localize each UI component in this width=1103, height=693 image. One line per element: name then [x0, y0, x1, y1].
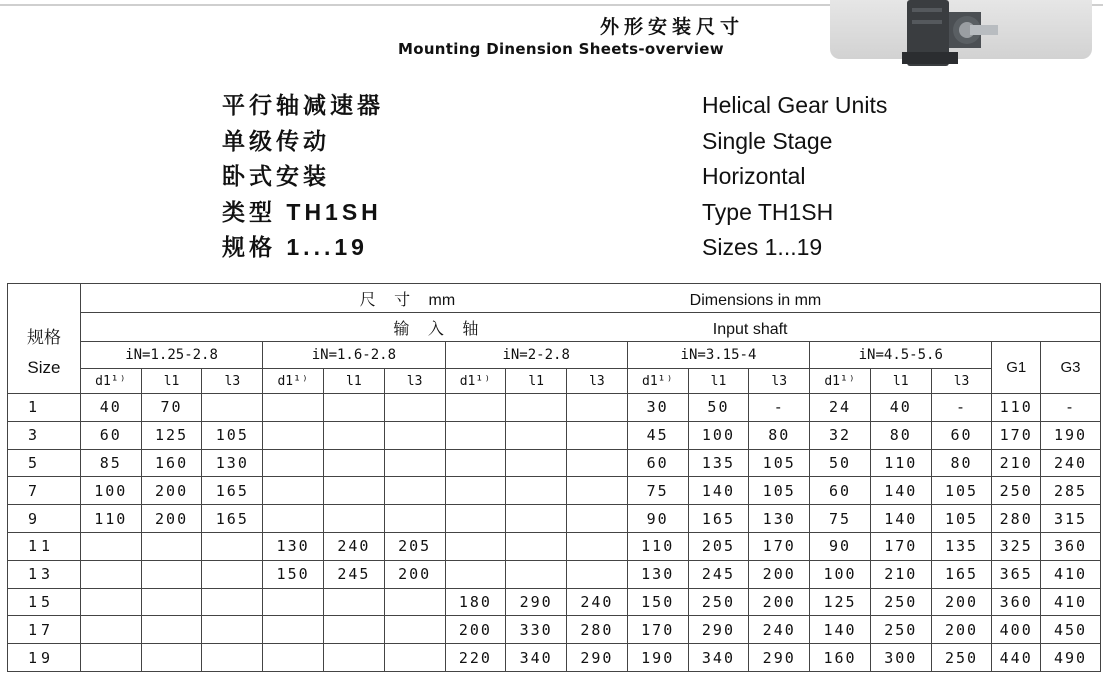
- spec-list-cn: [222, 88, 384, 266]
- table-row: [8, 449, 1101, 477]
- value-cell: [323, 505, 384, 533]
- value-cell: 410: [1041, 588, 1101, 616]
- col-header-d1: d1¹⁾: [263, 369, 324, 394]
- table-row: [8, 616, 1101, 644]
- value-cell: 45: [627, 421, 688, 449]
- col-header-l3: l3: [931, 369, 992, 394]
- col-header-l3: l3: [749, 369, 810, 394]
- value-cell: -: [749, 394, 810, 422]
- spec-line: 类型 TH1SH: [222, 198, 382, 225]
- value-cell: [80, 588, 141, 616]
- value-cell: [445, 505, 506, 533]
- value-cell: 240: [323, 532, 384, 560]
- page-title-cn: 外形安装尺寸: [600, 16, 745, 38]
- value-cell: [263, 588, 324, 616]
- col-header-l3: l3: [567, 369, 628, 394]
- spec-line: Horizontal: [702, 163, 806, 189]
- value-cell: 210: [870, 560, 931, 588]
- value-cell: [384, 394, 445, 422]
- value-cell: 200: [749, 588, 810, 616]
- value-cell: 250: [931, 644, 992, 672]
- value-cell: 80: [749, 421, 810, 449]
- value-cell: 135: [688, 449, 749, 477]
- value-cell: [384, 421, 445, 449]
- spec-line: 平行轴减速器: [222, 92, 384, 118]
- value-cell: [80, 532, 141, 560]
- value-cell: 450: [1041, 616, 1101, 644]
- value-cell: 140: [688, 477, 749, 505]
- value-cell: 140: [870, 505, 931, 533]
- value-cell: [80, 560, 141, 588]
- value-cell: [141, 532, 202, 560]
- spec-line: Single Stage: [702, 127, 833, 154]
- value-cell: 60: [627, 449, 688, 477]
- col-header-d1: d1¹⁾: [445, 369, 506, 394]
- col-header-d1: d1¹⁾: [80, 369, 141, 394]
- value-cell: [506, 449, 567, 477]
- value-cell: 250: [870, 616, 931, 644]
- value-cell: 24: [810, 394, 871, 422]
- value-cell: 290: [749, 644, 810, 672]
- value-cell: 150: [263, 560, 324, 588]
- value-cell: 130: [627, 560, 688, 588]
- value-cell: 180: [445, 588, 506, 616]
- spec-list-en: [702, 88, 887, 266]
- size-cell: 11: [8, 532, 81, 560]
- value-cell: 130: [263, 532, 324, 560]
- page-title-en: Mounting Dinension Sheets-overview: [398, 40, 724, 58]
- value-cell: 30: [627, 394, 688, 422]
- col-header-d1: d1¹⁾: [627, 369, 688, 394]
- value-cell: 105: [931, 505, 992, 533]
- value-cell: 165: [202, 477, 263, 505]
- size-cell: 5: [8, 449, 81, 477]
- value-cell: [80, 644, 141, 672]
- col-header-l1: l1: [688, 369, 749, 394]
- value-cell: [141, 616, 202, 644]
- value-cell: 135: [931, 532, 992, 560]
- value-cell: [141, 560, 202, 588]
- value-cell: [506, 560, 567, 588]
- value-cell: 170: [870, 532, 931, 560]
- value-cell: 160: [141, 449, 202, 477]
- value-cell: 40: [80, 394, 141, 422]
- value-cell: 440: [992, 644, 1041, 672]
- value-cell: [445, 477, 506, 505]
- value-cell: 32: [810, 421, 871, 449]
- value-cell: [445, 394, 506, 422]
- value-cell: [445, 560, 506, 588]
- value-cell: [263, 505, 324, 533]
- value-cell: [202, 644, 263, 672]
- value-cell: 90: [627, 505, 688, 533]
- g1-header: G1: [992, 342, 1041, 394]
- spec-line: 单级传动: [222, 127, 330, 154]
- value-cell: 400: [992, 616, 1041, 644]
- value-cell: 100: [810, 560, 871, 588]
- value-cell: 125: [810, 588, 871, 616]
- value-cell: 50: [810, 449, 871, 477]
- value-cell: [202, 588, 263, 616]
- value-cell: 325: [992, 532, 1041, 560]
- value-cell: 110: [80, 505, 141, 533]
- value-cell: [384, 505, 445, 533]
- value-cell: -: [1041, 394, 1101, 422]
- value-cell: 200: [749, 560, 810, 588]
- value-cell: [384, 616, 445, 644]
- value-cell: 85: [80, 449, 141, 477]
- table-row: [8, 532, 1101, 560]
- col-header-l1: l1: [870, 369, 931, 394]
- value-cell: [263, 394, 324, 422]
- value-cell: 80: [870, 421, 931, 449]
- value-cell: [323, 616, 384, 644]
- g3-header: G3: [1041, 342, 1101, 394]
- value-cell: 70: [141, 394, 202, 422]
- input-shaft-header: 输 入 轴 Input shaft: [80, 313, 1100, 342]
- spec-line: 规格 1...19: [222, 234, 368, 260]
- product-image-panel: [830, 0, 1092, 59]
- value-cell: 360: [992, 588, 1041, 616]
- value-cell: 125: [141, 421, 202, 449]
- size-cell: 15: [8, 588, 81, 616]
- value-cell: 190: [1041, 421, 1101, 449]
- table-body: [8, 394, 1101, 672]
- value-cell: 40: [870, 394, 931, 422]
- value-cell: [506, 477, 567, 505]
- value-cell: -: [931, 394, 992, 422]
- value-cell: 300: [870, 644, 931, 672]
- value-cell: [445, 532, 506, 560]
- size-cell: 3: [8, 421, 81, 449]
- value-cell: [263, 421, 324, 449]
- value-cell: [141, 588, 202, 616]
- value-cell: 170: [749, 532, 810, 560]
- dimension-table: [7, 283, 1101, 672]
- col-header-d1: d1¹⁾: [810, 369, 871, 394]
- value-cell: 250: [992, 477, 1041, 505]
- value-cell: 110: [992, 394, 1041, 422]
- value-cell: [567, 505, 628, 533]
- value-cell: [384, 588, 445, 616]
- value-cell: [567, 560, 628, 588]
- value-cell: [202, 394, 263, 422]
- gear-unit-image: [892, 0, 1002, 74]
- value-cell: 80: [931, 449, 992, 477]
- value-cell: [263, 616, 324, 644]
- value-cell: [445, 421, 506, 449]
- value-cell: 170: [992, 421, 1041, 449]
- value-cell: 60: [931, 421, 992, 449]
- ratio-group-header: iN=3.15-4: [627, 342, 809, 369]
- col-header-l1: l1: [141, 369, 202, 394]
- table-row: [8, 505, 1101, 533]
- value-cell: 250: [688, 588, 749, 616]
- table-row: [8, 644, 1101, 672]
- value-cell: 100: [80, 477, 141, 505]
- spec-line: 卧式安装: [222, 163, 330, 189]
- value-cell: [202, 560, 263, 588]
- value-cell: 245: [688, 560, 749, 588]
- table-row: [8, 421, 1101, 449]
- ratio-group-header: iN=1.6-2.8: [263, 342, 445, 369]
- table-row: [8, 477, 1101, 505]
- value-cell: 130: [202, 449, 263, 477]
- value-cell: 140: [870, 477, 931, 505]
- value-cell: 165: [931, 560, 992, 588]
- spec-line: Type TH1SH: [702, 198, 834, 225]
- value-cell: 50: [688, 394, 749, 422]
- value-cell: 280: [567, 616, 628, 644]
- value-cell: [567, 449, 628, 477]
- size-cell: 9: [8, 505, 81, 533]
- col-header-l1: l1: [506, 369, 567, 394]
- value-cell: [263, 477, 324, 505]
- value-cell: 165: [688, 505, 749, 533]
- value-cell: [567, 532, 628, 560]
- col-header-l1: l1: [323, 369, 384, 394]
- value-cell: 110: [870, 449, 931, 477]
- value-cell: 290: [567, 644, 628, 672]
- value-cell: 140: [810, 616, 871, 644]
- value-cell: 130: [749, 505, 810, 533]
- size-cell: 17: [8, 616, 81, 644]
- value-cell: 340: [506, 644, 567, 672]
- value-cell: 205: [384, 532, 445, 560]
- size-cell: 7: [8, 477, 81, 505]
- value-cell: [323, 644, 384, 672]
- value-cell: 290: [688, 616, 749, 644]
- table-row: [8, 560, 1101, 588]
- value-cell: 100: [688, 421, 749, 449]
- value-cell: 245: [323, 560, 384, 588]
- value-cell: [323, 588, 384, 616]
- col-header-l3: l3: [384, 369, 445, 394]
- ratio-group-header: iN=2-2.8: [445, 342, 627, 369]
- value-cell: [567, 394, 628, 422]
- value-cell: [384, 644, 445, 672]
- value-cell: 410: [1041, 560, 1101, 588]
- value-cell: [202, 616, 263, 644]
- value-cell: 340: [688, 644, 749, 672]
- value-cell: 315: [1041, 505, 1101, 533]
- value-cell: [506, 394, 567, 422]
- value-cell: 110: [627, 532, 688, 560]
- value-cell: 105: [931, 477, 992, 505]
- col-header-l3: l3: [202, 369, 263, 394]
- value-cell: 200: [931, 588, 992, 616]
- value-cell: [263, 449, 324, 477]
- size-cell: 1: [8, 394, 81, 422]
- value-cell: 190: [627, 644, 688, 672]
- value-cell: 150: [627, 588, 688, 616]
- size-header: 规格 Size: [8, 313, 81, 394]
- value-cell: 165: [202, 505, 263, 533]
- value-cell: 200: [141, 505, 202, 533]
- value-cell: [80, 616, 141, 644]
- value-cell: 200: [141, 477, 202, 505]
- value-cell: [263, 644, 324, 672]
- value-cell: [445, 449, 506, 477]
- value-cell: 170: [627, 616, 688, 644]
- value-cell: 75: [810, 505, 871, 533]
- value-cell: [567, 421, 628, 449]
- value-cell: 60: [810, 477, 871, 505]
- table-row: [8, 394, 1101, 422]
- value-cell: 285: [1041, 477, 1101, 505]
- value-cell: 210: [992, 449, 1041, 477]
- value-cell: 105: [749, 477, 810, 505]
- dimensions-header: 尺 寸 mm Dimensions in mm: [80, 284, 1100, 313]
- value-cell: 160: [810, 644, 871, 672]
- value-cell: [384, 449, 445, 477]
- value-cell: 105: [202, 421, 263, 449]
- value-cell: [506, 421, 567, 449]
- value-cell: 200: [445, 616, 506, 644]
- value-cell: [202, 532, 263, 560]
- size-cell: 13: [8, 560, 81, 588]
- value-cell: 290: [506, 588, 567, 616]
- value-cell: [506, 532, 567, 560]
- value-cell: 280: [992, 505, 1041, 533]
- value-cell: 60: [80, 421, 141, 449]
- value-cell: 240: [1041, 449, 1101, 477]
- value-cell: 490: [1041, 644, 1101, 672]
- spec-line: Helical Gear Units: [702, 92, 888, 118]
- table-row: [8, 588, 1101, 616]
- value-cell: 360: [1041, 532, 1101, 560]
- value-cell: 205: [688, 532, 749, 560]
- spec-line: Sizes 1...19: [702, 234, 823, 260]
- corner-cell: [8, 284, 81, 313]
- value-cell: 105: [749, 449, 810, 477]
- value-cell: [384, 477, 445, 505]
- value-cell: [141, 644, 202, 672]
- value-cell: 250: [870, 588, 931, 616]
- value-cell: [323, 421, 384, 449]
- ratio-group-header: iN=1.25-2.8: [80, 342, 262, 369]
- value-cell: [506, 505, 567, 533]
- value-cell: 90: [810, 532, 871, 560]
- value-cell: 330: [506, 616, 567, 644]
- value-cell: 200: [931, 616, 992, 644]
- value-cell: 75: [627, 477, 688, 505]
- value-cell: 220: [445, 644, 506, 672]
- ratio-group-header: iN=4.5-5.6: [810, 342, 992, 369]
- value-cell: [323, 394, 384, 422]
- value-cell: 200: [384, 560, 445, 588]
- value-cell: 365: [992, 560, 1041, 588]
- value-cell: [323, 449, 384, 477]
- value-cell: [567, 477, 628, 505]
- value-cell: 240: [567, 588, 628, 616]
- size-cell: 19: [8, 644, 81, 672]
- value-cell: 240: [749, 616, 810, 644]
- value-cell: [323, 477, 384, 505]
